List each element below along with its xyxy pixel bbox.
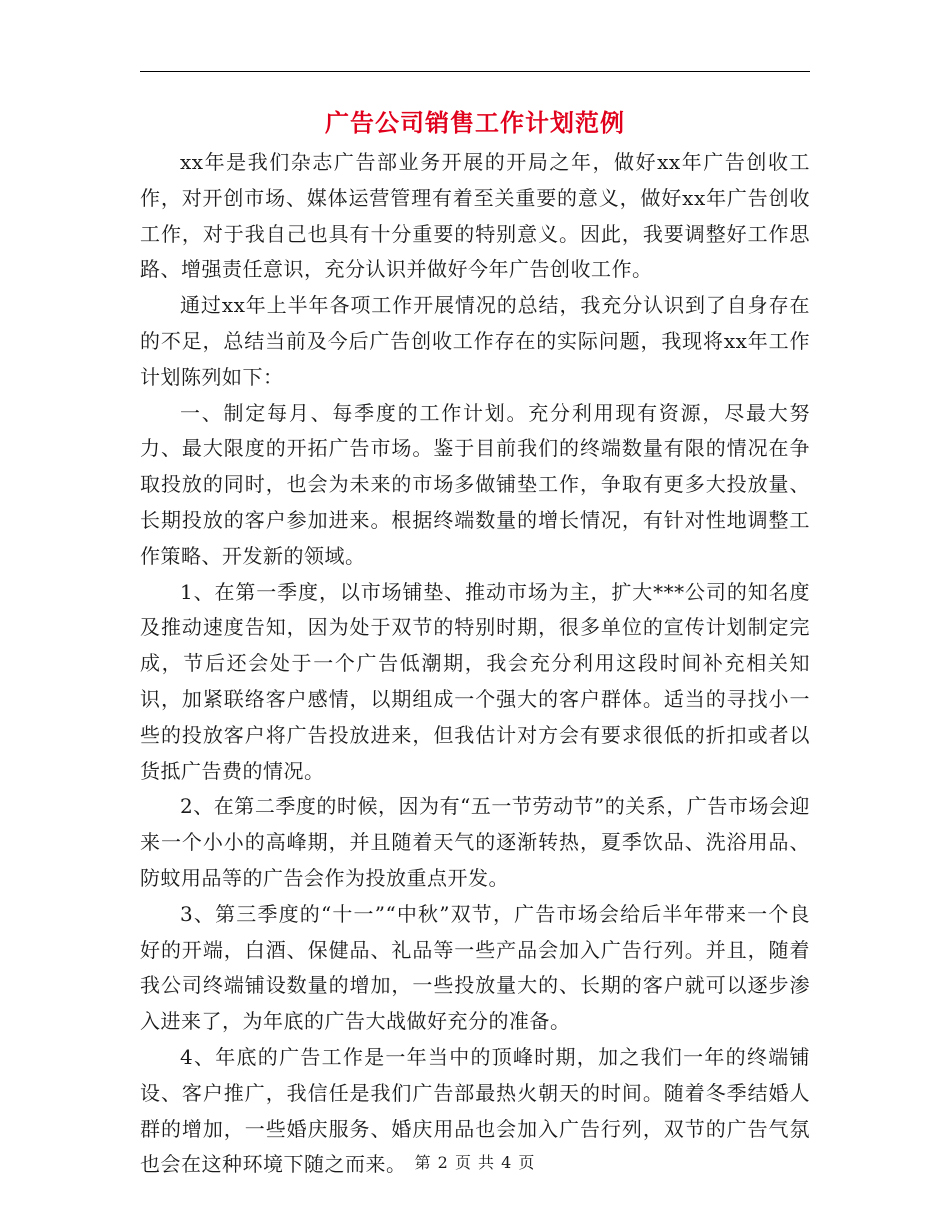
document-title: 广告公司销售工作计划范例 [325, 108, 625, 137]
page-number-footer: 第 2 页 共 4 页 [414, 1153, 536, 1172]
paragraph-intro: xx年是我们杂志广告部业务开展的开局之年，做好xx年广告创收工作，对开创市场、媒体运营管理有着至关重要的意义，做好xx年广告创收工作，对于我自己也具有十分重要的特别意义。因此，我要调整好工作思路、增强责任意识，充分认识并做好今年广告创收工作。 [140, 150, 810, 282]
paragraph-summary: 通过xx年上半年各项工作开展情况的总结，我充分认识到了自身存在的不足，总结当前及今后广告创收工作存在的实际问题，我现将xx年工作计划陈列如下： [140, 293, 810, 389]
header-rule [140, 71, 810, 72]
paragraph-q2: 2、在第二季度的时候，因为有“五一节劳动节”的关系，广告市场会迎来一个小小的高峰期，并且随着天气的逐渐转热，夏季饮品、洗浴用品、防蚊用品等的广告会作为投放重点开发。 [140, 794, 810, 890]
paragraph-plan-overview: 一、制定每月、每季度的工作计划。充分利用现有资源，尽最大努力、最大限度的开拓广告市场。鉴于目前我们的终端数量有限的情况在争取投放的同时，也会为未来的市场多做铺垫工作，争取有更多大投放量、长期投放的客户参加进来。根据终端数量的增长情况，有针对性地调整工作策略、开发新的领域。 [140, 400, 810, 568]
paragraph-q4: 4、年底的广告工作是一年当中的顶峰时期，加之我们一年的终端铺设、客户推广，我信任是我们广告部最热火朝天的时间。随着冬季结婚人群的增加，一些婚庆服务、婚庆用品也会加入广告行列，双节的广告气氛也会在这种环境下随之而来。 [140, 1044, 810, 1177]
paragraph-q1: 1、在第一季度，以市场铺垫、推动市场为主，扩大***公司的知名度及推动速度告知，因为处于双节的特别时期，很多单位的宣传计划制定完成，节后还会处于一个广告低潮期，我会充分利用这段时间补充相关知识，加紧联络客户感情，以期组成一个强大的客户群体。适当的寻找小一些的投放客户将广告投放进来，但我估计对方会有要求很低的折扣或者以货抵广告费的情况。 [140, 579, 810, 783]
document-body [140, 145, 810, 1183]
paragraph-q3: 3、第三季度的“十一”“中秋”双节，广告市场会给后半年带来一个良好的开端，白酒、保健品、礼品等一些产品会加入广告行列。并且，随着我公司终端铺设数量的增加，一些投放量大的、长期的客户就可以逐步渗入进来了，为年底的广告大战做好充分的准备。 [140, 901, 810, 1034]
